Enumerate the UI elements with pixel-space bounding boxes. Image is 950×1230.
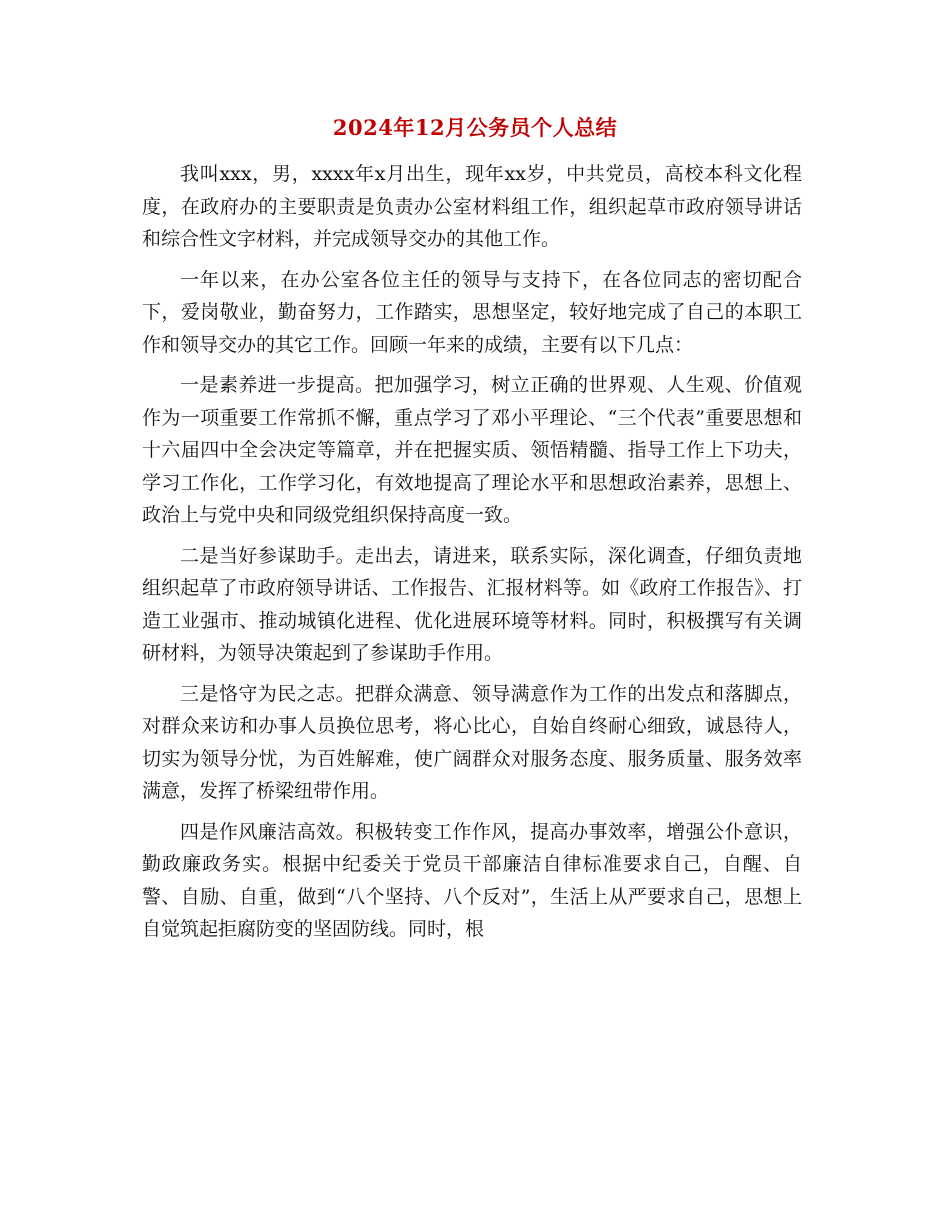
paragraph-point-two: 二是当好参谋助手。走出去，请进来，联系实际，深化调查，仔细负责地组织起草了市政府领导讲话、工作报告、汇报材料等。如《政府工作报告》、打造工业强市、推动城镇化进程、优化进展环境等材料。同时，积极撰写有关调研材料，为领导决策起到了参谋助手作用。 [142,544,802,664]
document-body [142,158,802,954]
document-title: 2024年12月公务员个人总结 [332,115,618,140]
paragraph-point-one: 一是素养进一步提高。把加强学习，树立正确的世界观、人生观、价值观作为一项重要工作常抓不懈，重点学习了邓小平理论、“三个代表”重要思想和十六届四中全会决定等篇章，并在把握实质、领悟精髓、指导工作上下功夫，学习工作化，工作学习化，有效地提高了理论水平和思想政治素养，思想上、政治上与党中央和同级党组织保持高度一致。 [142,374,802,526]
paragraph-personal-info: 我叫xxx，男，xxxx年x月出生，现年xx岁，中共党员，高校本科文化程度，在政府办的主要职责是负责办公室材料组工作，组织起草市政府领导讲话和综合性文字材料，并完成领导交办的其他工作。 [142,163,802,250]
paragraph-overview: 一年以来，在办公室各位主任的领导与支持下，在各位同志的密切配合下，爱岗敬业，勤奋努力，工作踏实，思想坚定，较好地完成了自己的本职工作和领导交办的其它工作。回顾一年来的成绩，主要有以下几点： [142,268,802,356]
paragraph-point-four: 四是作风廉洁高效。积极转变工作作风，提高办事效率，增强公仆意识，勤政廉政务实。根据中纪委关于党员干部廉洁自律标准要求自己，自醒、自警、自励、自重，做到“八个坚持、八个反对”，生活上从严要求自己，思想上自觉筑起拒腐防变的坚固防线。同时，根 [142,820,802,940]
paragraph-point-three: 三是恪守为民之志。把群众满意、领导满意作为工作的出发点和落脚点，对群众来访和办事人员换位思考，将心比心，自始自终耐心细致，诚恳待人，切实为领导分忧，为百姓解难，使广阔群众对服务态度、服务质量、服务效率满意，发挥了桥梁纽带作用。 [142,682,802,802]
